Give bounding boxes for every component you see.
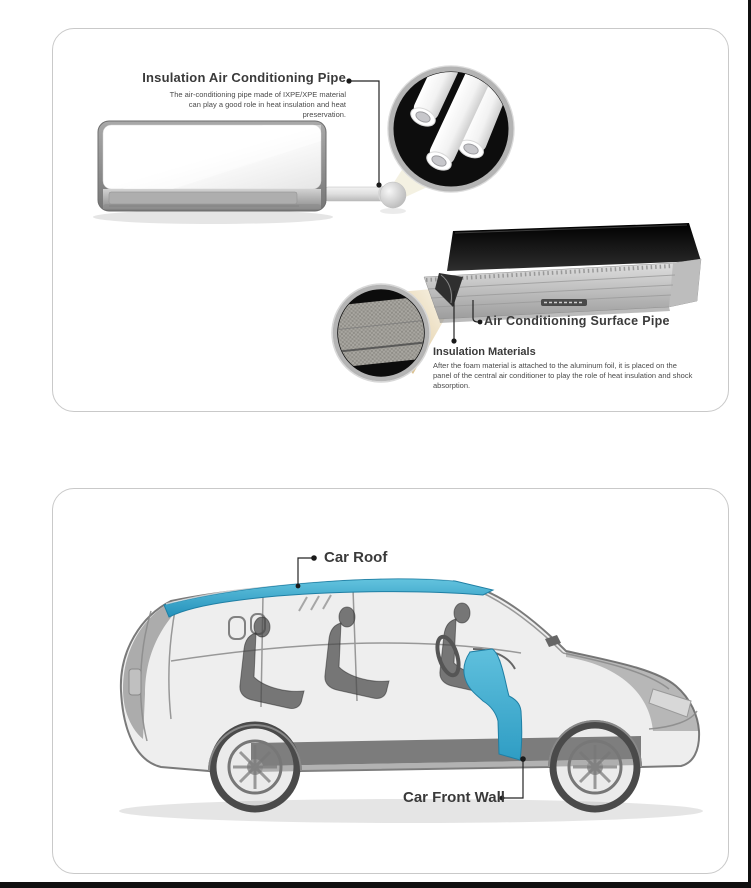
- pipe-description: The air-conditioning pipe made of IXPE/XPE material can play a good role in heat insulation and heat preservation.: [169, 90, 346, 119]
- ac-pipe-elbow: [380, 182, 406, 208]
- central-ac-unit: [424, 223, 701, 323]
- car-insulation-card: [52, 488, 729, 874]
- car-roof-label: Car Roof: [324, 549, 388, 566]
- wall-mounted-ac-unit: [93, 121, 406, 224]
- front-wheel: [553, 725, 637, 809]
- car-front-wall-label: Car Front Wall: [403, 789, 505, 806]
- car-taillight: [129, 669, 141, 695]
- ac-insulation-card: [52, 28, 729, 412]
- black-bottom-border: [0, 882, 751, 888]
- materials-title: Insulation Materials: [433, 346, 536, 358]
- pipe-title: Insulation Air Conditioning Pipe: [142, 70, 346, 85]
- pipe-magnifier-circle: [388, 29, 528, 192]
- surface-pipe-label: Air Conditioning Surface Pipe: [484, 314, 670, 328]
- pipe-leader-line: [346, 78, 381, 187]
- transparent-car: [119, 578, 703, 823]
- ac-scene: [53, 29, 728, 411]
- materials-description: After the foam material is attached to the aluminum foil, it is placed on the panel of the central air conditioner to play the role of heat insulation and shock absorption.: [433, 361, 693, 390]
- rear-wheel: [213, 725, 297, 809]
- car-scene: [53, 489, 728, 873]
